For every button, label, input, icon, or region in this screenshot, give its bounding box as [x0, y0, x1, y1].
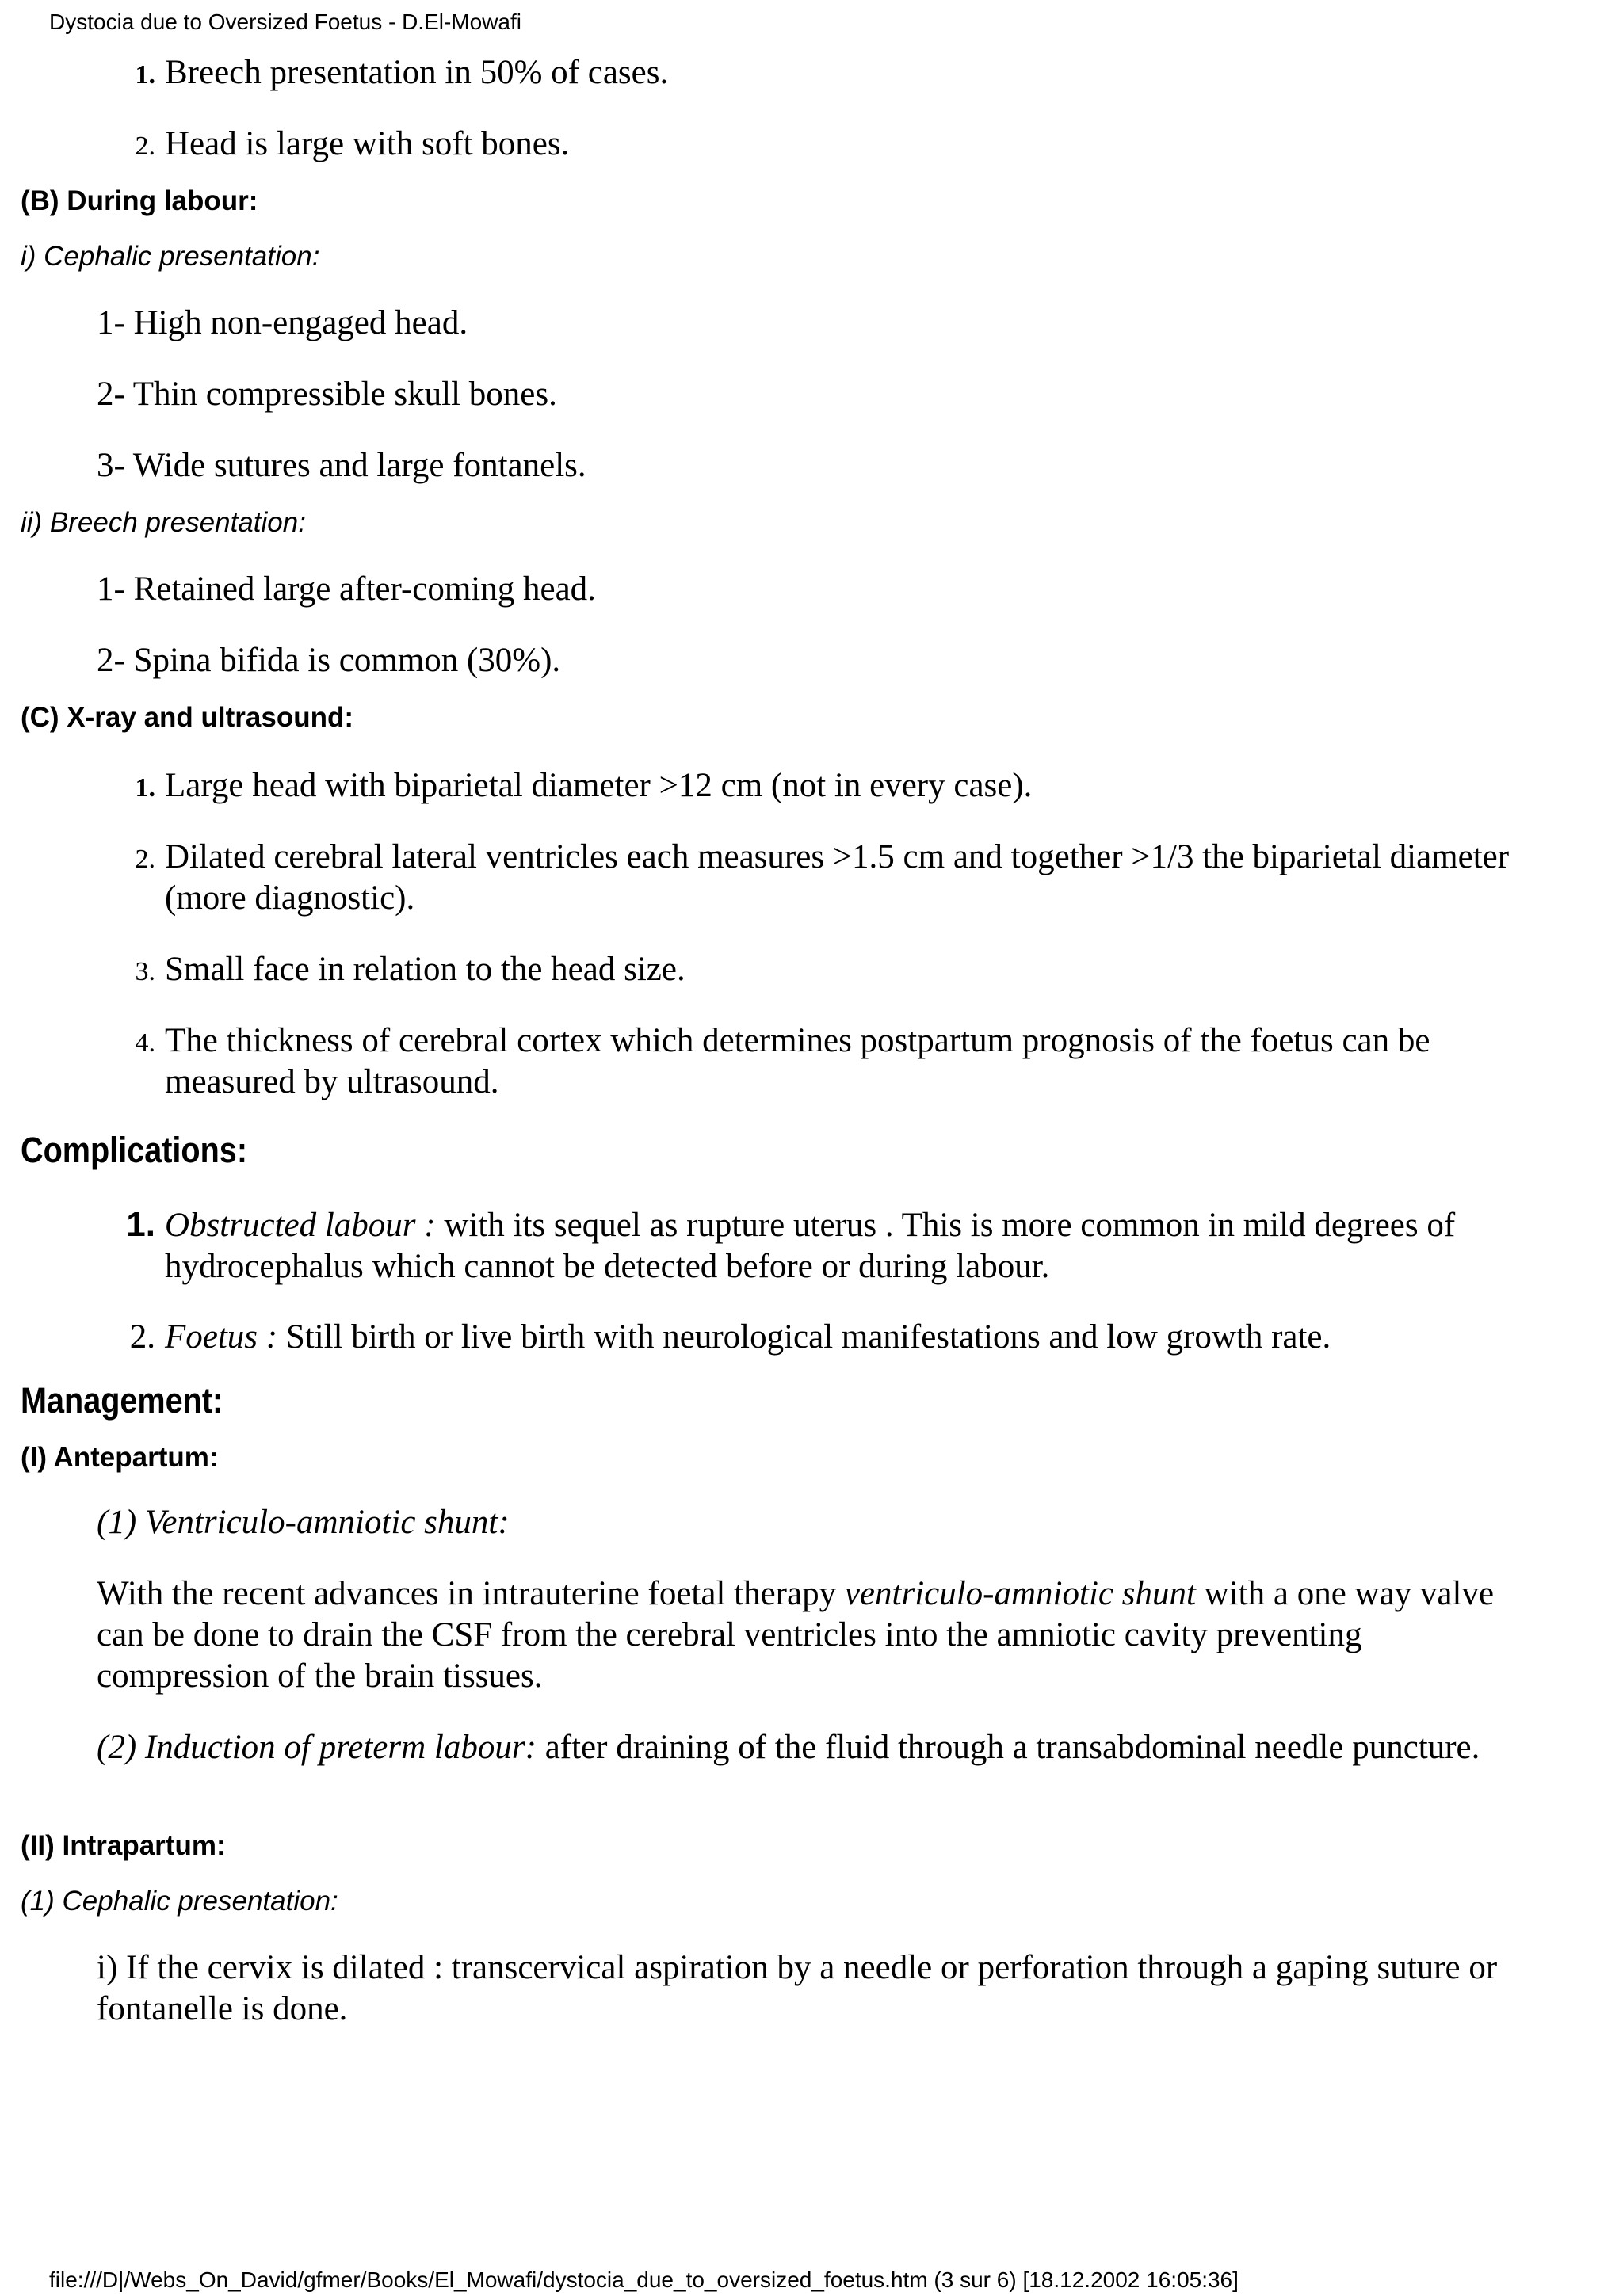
section-heading-management: Management:: [21, 1380, 223, 1421]
page-header-title: Dystocia due to Oversized Foetus - D.El-Mowafi: [49, 10, 521, 34]
list-text: Small face in relation to the head size.: [165, 951, 685, 988]
list-item: [120, 52, 668, 96]
list-item: 1- High non-engaged head.: [97, 304, 468, 341]
induction-paragraph: (2) Induction of preterm labour: after draining of the fluid through a transabdominal needle puncture.: [97, 1729, 1480, 1766]
list-item: [120, 1020, 1552, 1103]
list-item: [105, 1317, 1331, 1358]
list-number: 1.: [135, 773, 155, 803]
list-number: 1.: [135, 60, 155, 90]
list-number: 4.: [135, 1028, 155, 1058]
list-item: [120, 837, 1552, 919]
subheading-breech: ii) Breech presentation:: [21, 507, 306, 538]
list-item: [120, 765, 1032, 809]
list-text: The thickness of cerebral cortex which determines postpartum prognosis of the foetus can be measured by ultrasound.: [165, 1022, 1430, 1100]
section-heading-complications: Complications:: [21, 1130, 248, 1170]
list-item: 2- Thin compressible skull bones.: [97, 376, 557, 413]
shunt-paragraph: With the recent advances in intrauterine foetal therapy ventriculo-amniotic shunt with a one way valve can be done to drain the CSF from the cerebral ventricles into the amniotic cavity preventing compression of the brain tissues.: [97, 1575, 1495, 1695]
list-text: Breech presentation in 50% of cases.: [165, 54, 669, 91]
list-item: 1- Retained large after-coming head.: [97, 570, 596, 608]
list-number: 2.: [135, 132, 155, 161]
list-item: [120, 949, 685, 993]
list-text: Head is large with soft bones.: [165, 125, 570, 162]
subheading-antepartum: (I) Antepartum:: [21, 1442, 219, 1473]
shunt-title: (1) Ventriculo-amniotic shunt:: [97, 1504, 510, 1541]
list-number: 3.: [135, 957, 155, 986]
section-heading-during-labour: (B) During labour:: [21, 185, 258, 216]
list-text: Obstructed labour : with its sequel as rupture uterus . This is more common in mild degrees of hydrocephalus which cannot be detected before or during labour.: [165, 1207, 1456, 1285]
cephalic-paragraph: i) If the cervix is dilated : transcervical aspiration by a needle or perforation through a gaping suture or fontanelle is done.: [97, 1949, 1498, 2027]
list-item: 3- Wide sutures and large fontanels.: [97, 447, 586, 484]
subheading-cephalic-presentation: (1) Cephalic presentation:: [21, 1886, 338, 1917]
list-label: Foetus :: [165, 1318, 278, 1356]
list-number: 1.: [126, 1205, 155, 1244]
list-item: 2- Spina bifida is common (30%).: [97, 642, 561, 679]
list-number: 2.: [129, 1318, 155, 1356]
list-text: Large head with biparietal diameter >12 cm (not in every case).: [165, 767, 1033, 804]
list-item: [105, 1204, 1536, 1287]
list-item: [120, 124, 569, 167]
subheading-intrapartum: (II) Intrapartum:: [21, 1830, 226, 1861]
list-text: Foetus : Still birth or live birth with neurological manifestations and low growth rate.: [165, 1318, 1331, 1356]
list-text: Dilated cerebral lateral ventricles each measures >1.5 cm and together >1/3 the biparietal diameter (more diagnostic).: [165, 838, 1510, 917]
subheading-cephalic: i) Cephalic presentation:: [21, 241, 320, 272]
section-heading-xray: (C) X-ray and ultrasound:: [21, 702, 354, 733]
list-number: 2.: [135, 845, 155, 874]
page-footer-path: file:///D|/Webs_On_David/gfmer/Books/El_Mowafi/dystocia_due_to_oversized_foetus.htm (3 sur 6) [18.12.2002 16:05:36]: [49, 2267, 1239, 2292]
list-label: Obstructed labour :: [165, 1207, 436, 1244]
